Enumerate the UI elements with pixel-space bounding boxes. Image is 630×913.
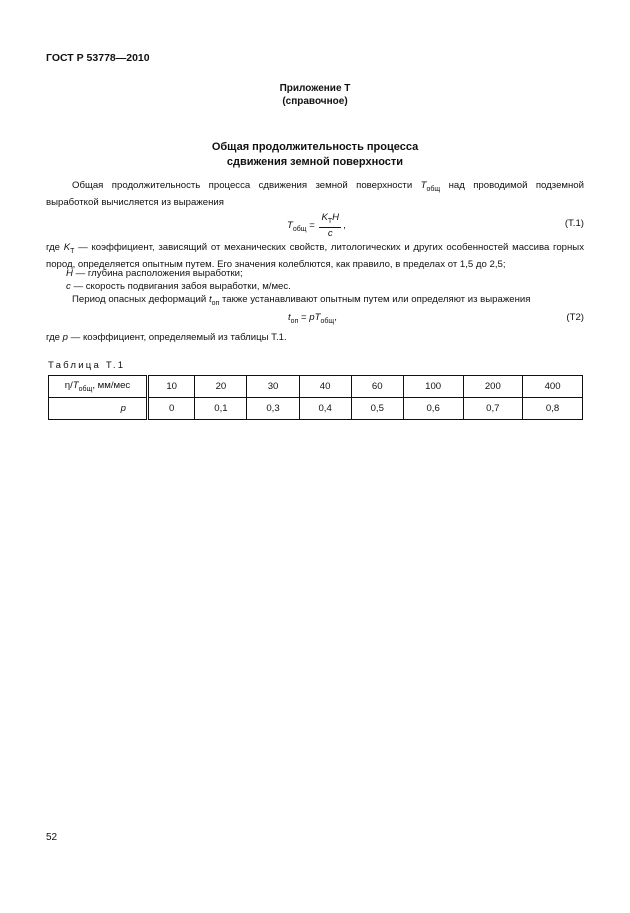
appendix-title: Приложение Т	[279, 83, 351, 94]
table-cell: 0,3	[247, 398, 299, 420]
table-cell: 100	[403, 376, 463, 398]
table-cell: 0,8	[523, 398, 583, 420]
table-cell: 400	[523, 376, 583, 398]
table-cell: 10	[148, 376, 195, 398]
row-header-p: p	[49, 398, 148, 420]
table-cell: 200	[463, 376, 523, 398]
where-h-line: H — глубина расположения выработки;	[66, 268, 243, 279]
table-cell: 20	[195, 376, 247, 398]
table-cell: 0,4	[299, 398, 351, 420]
where-p-paragraph: где p — коэффициент, определяемый из таблицы Т.1.	[46, 332, 287, 343]
period-paragraph: Период опасных деформаций $t_{оп}$ также устанавливают опытным путем или определяют из выражения	[72, 294, 531, 307]
table-row	[49, 376, 583, 398]
table-cell: 0,7	[463, 398, 523, 420]
section-title-line1: Общая продолжительность процесса	[211, 141, 419, 153]
table-cell: 0	[148, 398, 195, 420]
table-caption: Таблица Т.1	[48, 360, 126, 371]
formula-t1-number: (Т.1)	[564, 218, 584, 229]
coefficient-table	[48, 375, 583, 420]
table-cell: 30	[247, 376, 299, 398]
table-row	[49, 398, 583, 420]
formula-t2-number: (Т2)	[566, 312, 584, 323]
table-cell: 40	[299, 376, 351, 398]
row-header-rate: $\eta/T_{общ}$, мм/мес	[49, 376, 148, 398]
intro-paragraph: Общая продолжительность процесса сдвижения земной поверхности $T_{общ}$ над проводимой подземной выработкой вычисляется из выражения	[46, 180, 584, 208]
table-cell: 0,1	[195, 398, 247, 420]
table-cell: 0,5	[351, 398, 403, 420]
page-number: 52	[46, 832, 58, 843]
document-header: ГОСТ Р 53778—2010	[46, 52, 150, 64]
where-k-paragraph: где $K_T$ — коэффициент, зависящий от механических свойств, литологических и других особенностей массива горных пород, определяется опытным путем. Его значения колеблются, как правило, в пределах от 1,5 до 2,5;	[46, 242, 585, 270]
where-c-line: c — скорость подвигания забоя выработки, м/мес.	[66, 281, 291, 292]
appendix-note: (справочное)	[282, 96, 348, 107]
table-cell: 0,6	[403, 398, 463, 420]
formula-t1: $T_{общ}$ = $\frac{K_TH}{c}$ ,	[287, 212, 346, 239]
table-cell: 60	[351, 376, 403, 398]
formula-t2: $t_{оп} = pT_{общ}$,	[288, 312, 337, 325]
section-title-line2: сдвижения земной поверхности	[226, 156, 404, 168]
